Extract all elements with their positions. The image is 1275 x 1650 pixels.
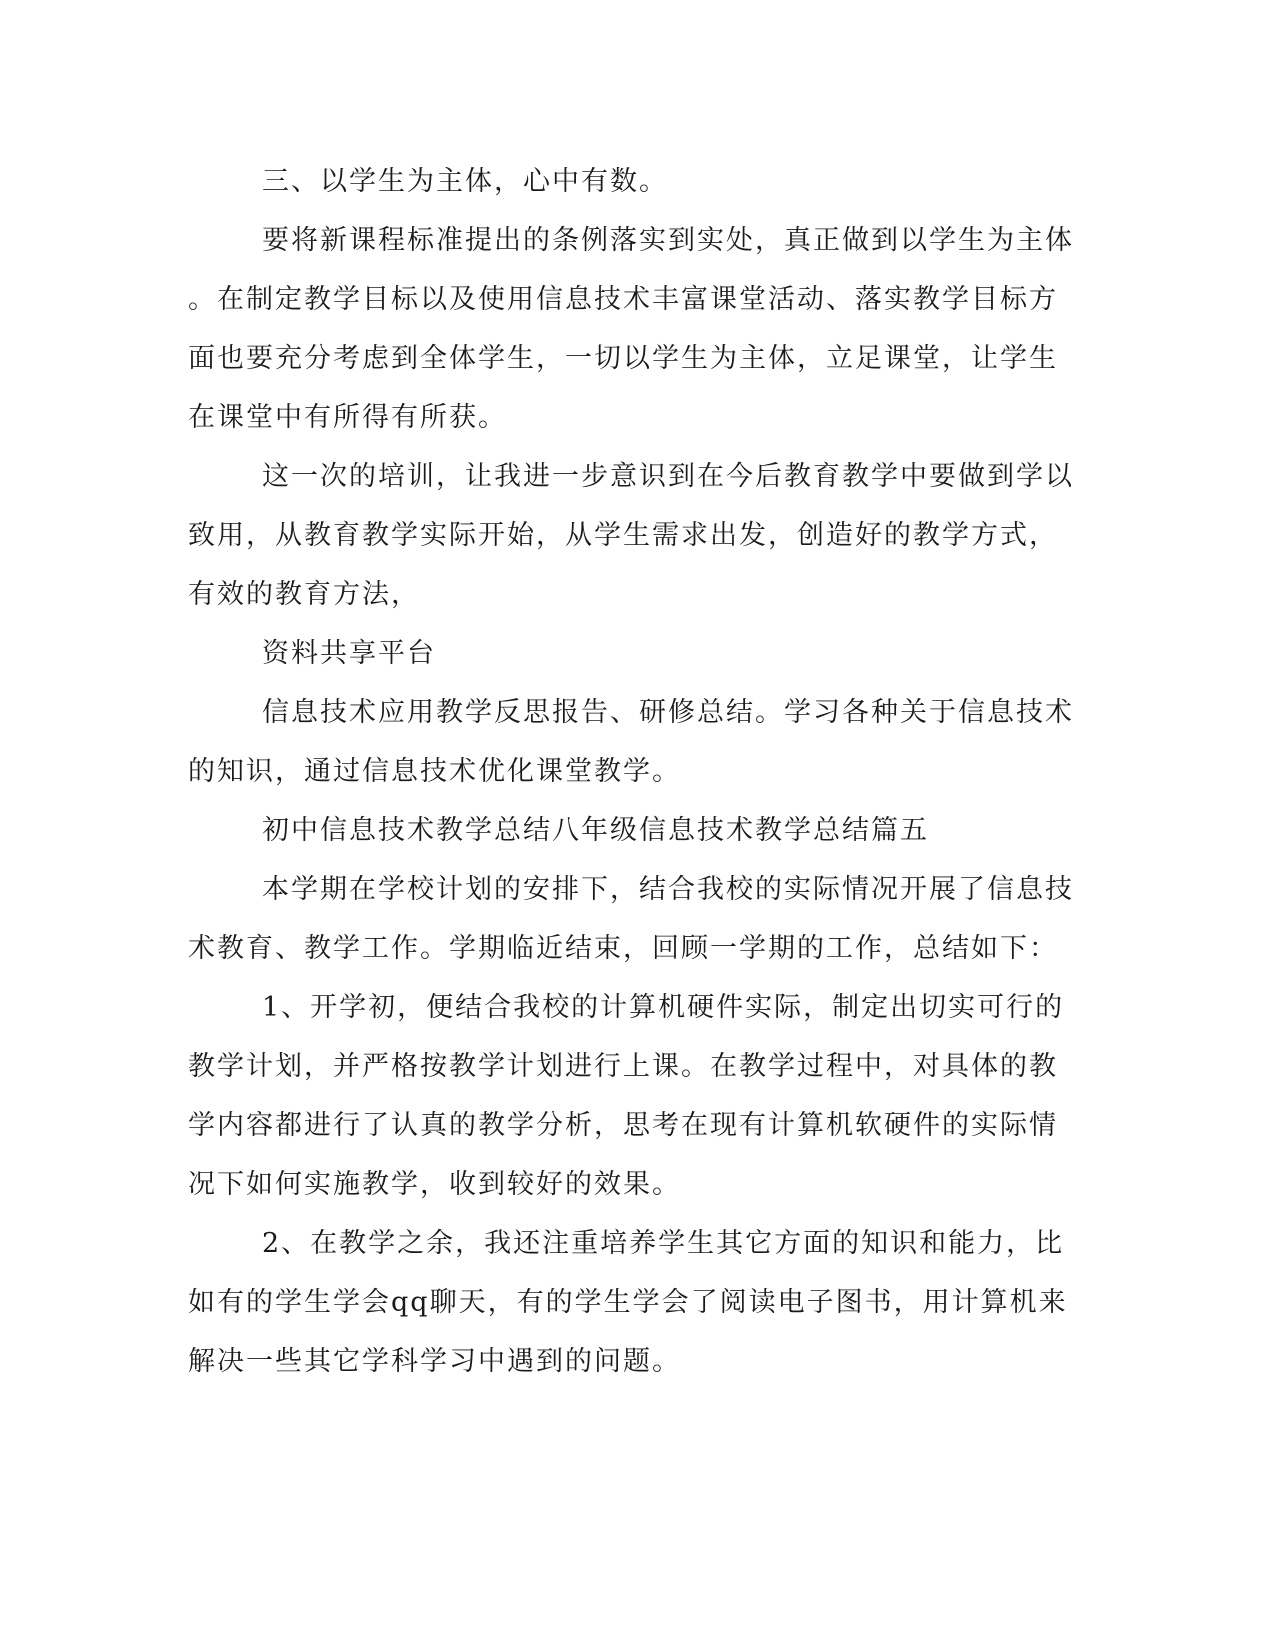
paragraph-line: 致用，从教育教学实际开始，从学生需求出发，创造好的教学方式，: [188, 520, 1058, 551]
numbered-item-1: 1、开学初，便结合我校的计算机硬件实际，制定出切实可行的: [262, 992, 1065, 1023]
source-label: 资料共享平台: [262, 638, 436, 669]
paragraph-line: 。在制定教学目标以及使用信息技术丰富课堂活动、落实教学目标方: [188, 284, 1058, 315]
paragraph-line: 有效的教育方法，: [188, 579, 420, 610]
paragraph-line: 要将新课程标准提出的条例落实到实处，真正做到以学生为主体: [262, 225, 1074, 256]
section-heading-3: 三、以学生为主体，心中有数。: [262, 166, 668, 197]
article-title: 初中信息技术教学总结八年级信息技术教学总结篇五: [262, 815, 929, 846]
paragraph-line: 况下如何实施教学，收到较好的效果。: [188, 1169, 681, 1200]
paragraph-line: 教学计划，并严格按教学计划进行上课。在教学过程中，对具体的教: [188, 1051, 1058, 1082]
paragraph-line: 本学期在学校计划的安排下，结合我校的实际情况开展了信息技: [262, 874, 1074, 905]
paragraph-line: 如有的学生学会qq聊天，有的学生学会了阅读电子图书，用计算机来: [188, 1287, 1068, 1318]
paragraph-line: 术教育、教学工作。学期临近结束，回顾一学期的工作，总结如下：: [188, 933, 1058, 964]
paragraph-line: 的知识，通过信息技术优化课堂教学。: [188, 756, 681, 787]
numbered-item-2: 2、在教学之余，我还注重培养学生其它方面的知识和能力，比: [262, 1228, 1065, 1259]
paragraph-line: 这一次的培训，让我进一步意识到在今后教育教学中要做到学以: [262, 461, 1074, 492]
paragraph-line: 学内容都进行了认真的教学分析，思考在现有计算机软硬件的实际情: [188, 1110, 1058, 1141]
paragraph-line: 在课堂中有所得有所获。: [188, 402, 507, 433]
paragraph-line: 解决一些其它学科学习中遇到的问题。: [188, 1346, 681, 1377]
paragraph-line: 面也要充分考虑到全体学生，一切以学生为主体，立足课堂，让学生: [188, 343, 1058, 374]
paragraph-line: 信息技术应用教学反思报告、研修总结。学习各种关于信息技术: [262, 697, 1074, 728]
